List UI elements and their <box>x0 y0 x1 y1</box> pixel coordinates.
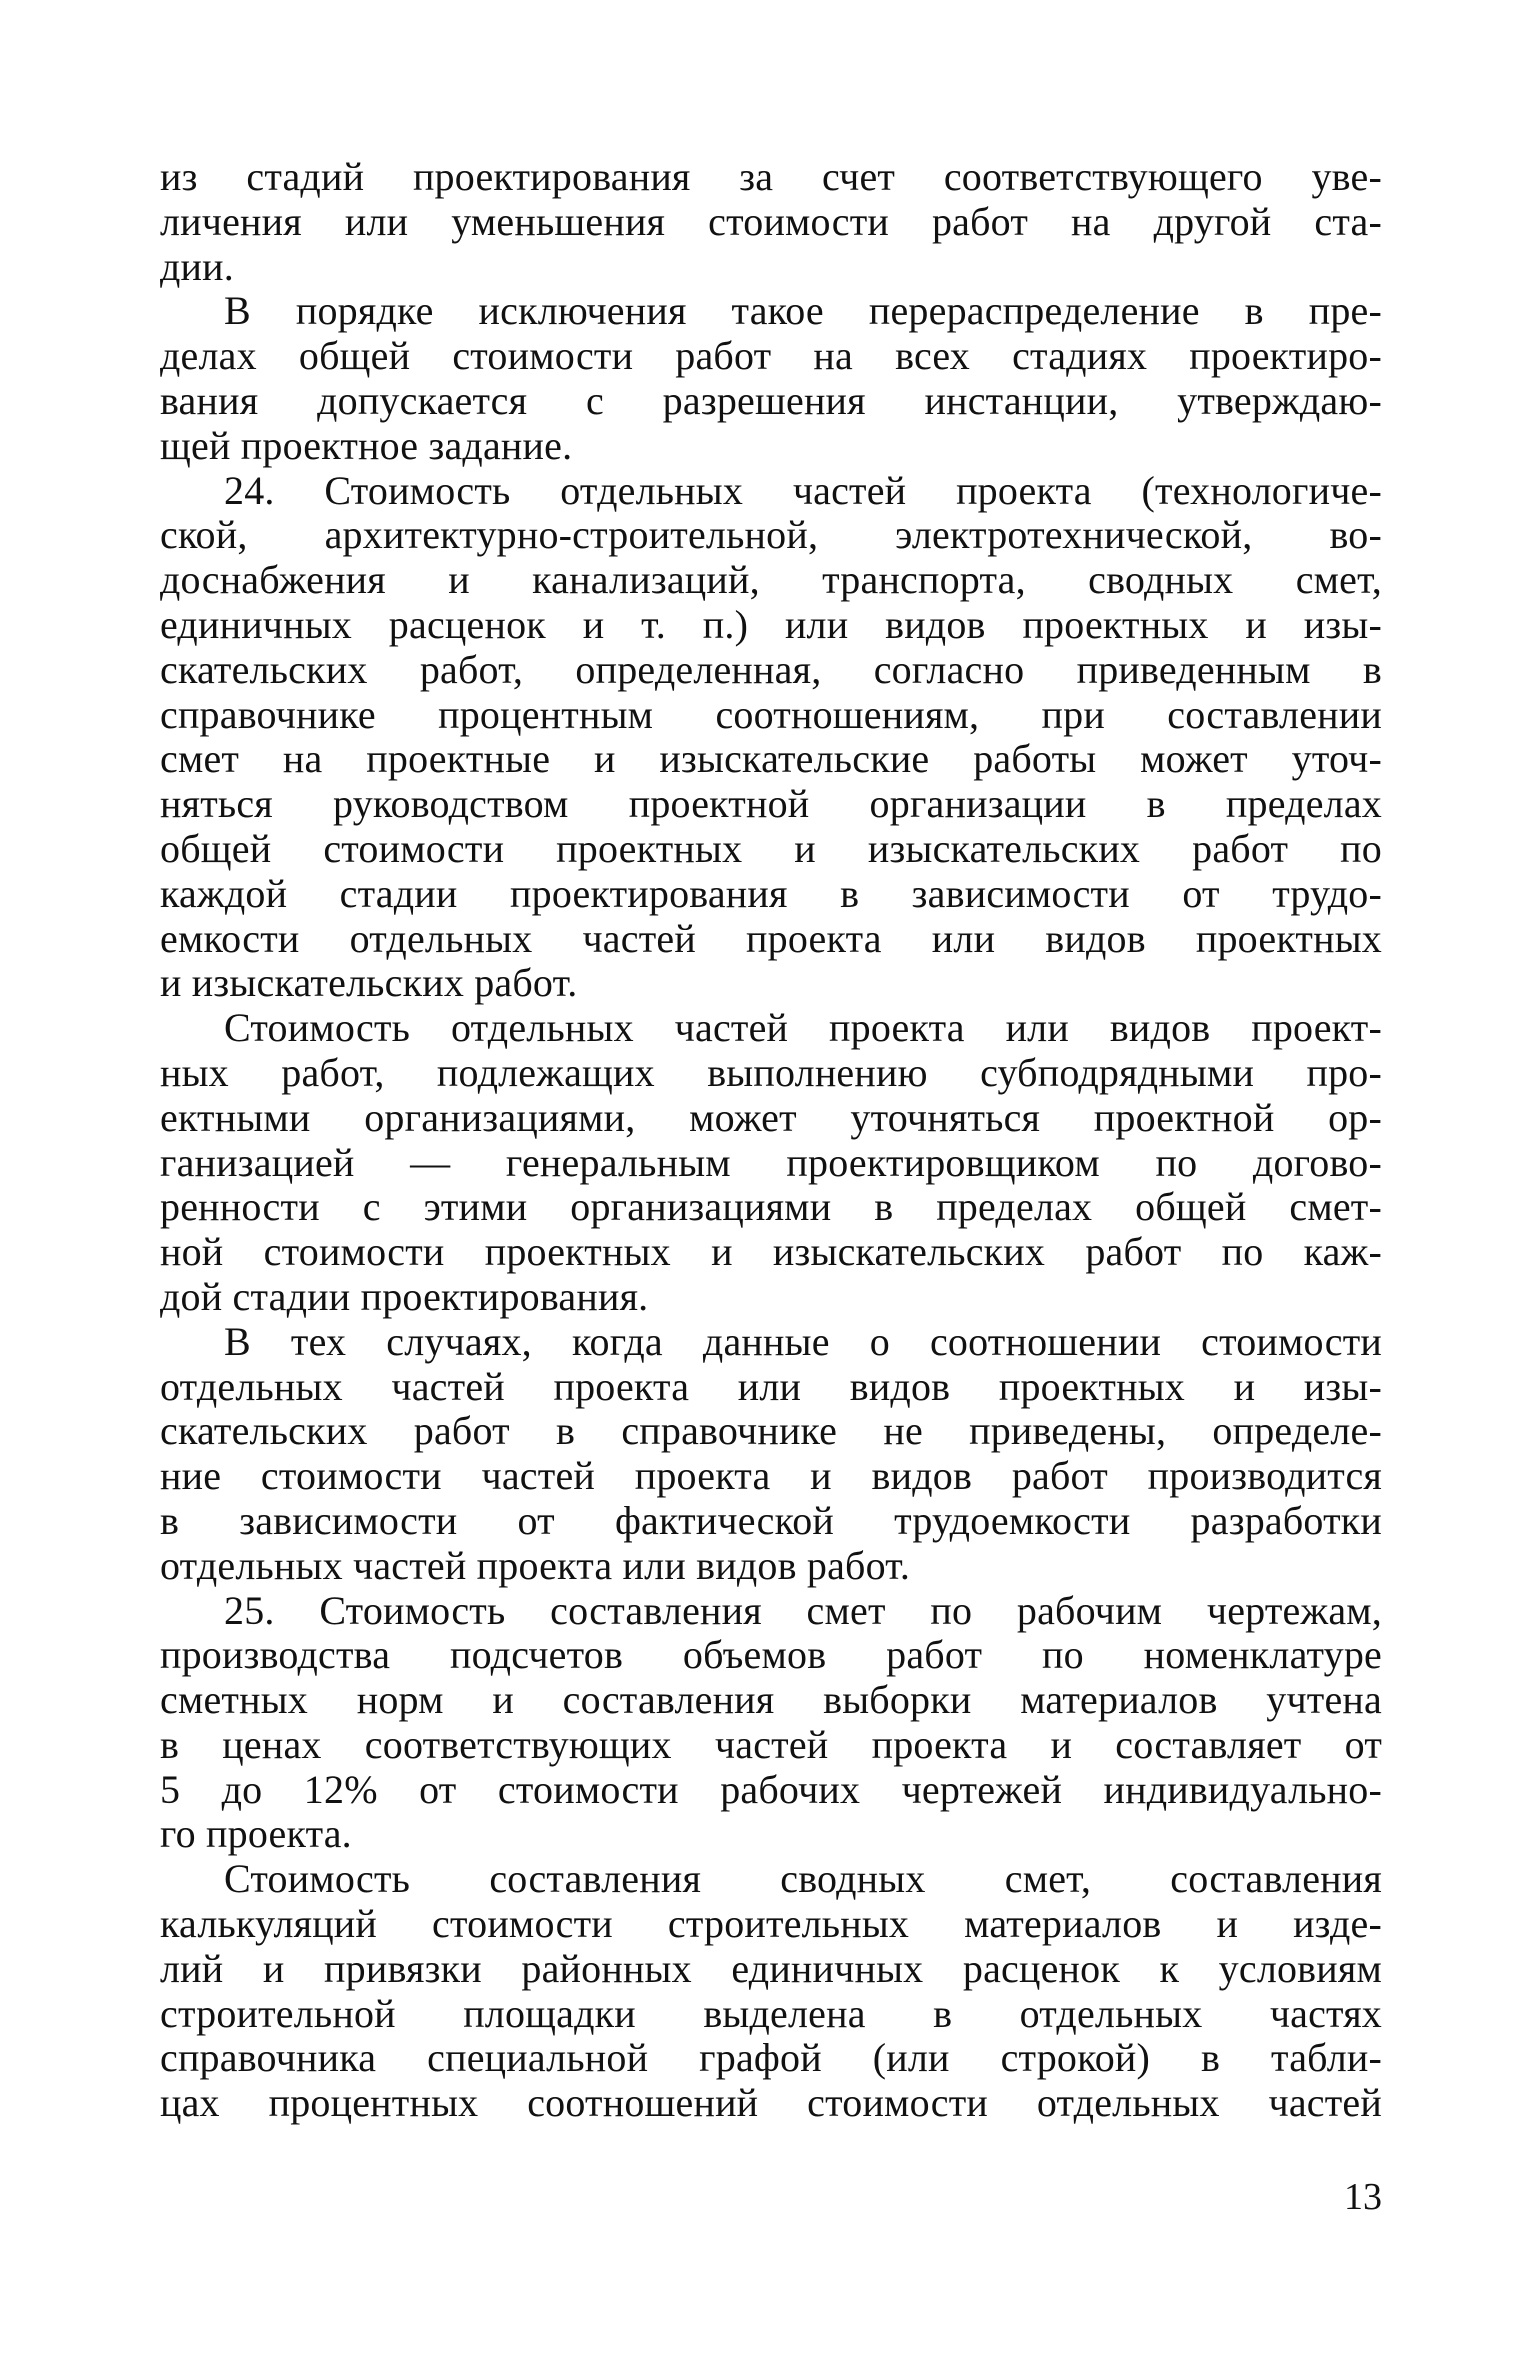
paragraph <box>160 1857 1382 2126</box>
paragraph <box>160 1006 1382 1320</box>
text-line: калькуляций стоимости строительных материалов и изде- <box>160 1901 1382 1947</box>
text-line: В порядке исключения такое перераспределение в пре- <box>224 288 1382 334</box>
paragraph-item-24 <box>160 469 1382 1007</box>
text-line: личения или уменьшения стоимости работ на другой ста- <box>160 198 1382 244</box>
text-line: 24. Стоимость отдельных частей проекта (технологиче- <box>224 467 1382 513</box>
text-line: ние стоимости частей проекта и видов работ производится <box>160 1453 1382 1499</box>
text-line: в ценах соответствующих частей проекта и составляет от <box>160 1721 1382 1767</box>
text-line: ной стоимости проектных и изыскательских работ по каж- <box>160 1229 1382 1275</box>
text-line: справочнике процентным соотношениям, при составлении <box>160 691 1382 737</box>
text-line: строительной площадки выделена в отдельных частях <box>160 1990 1382 2036</box>
text-line: производства подсчетов объемов работ по номенклатуре <box>160 1632 1382 1678</box>
text-line: Стоимость составления сводных смет, составления <box>224 1856 1382 1902</box>
text-line: емкости отдельных частей проекта или видов проектных <box>160 915 1382 961</box>
text-line: дии. <box>160 243 234 289</box>
text-line: Стоимость отдельных частей проекта или видов проект- <box>224 1005 1382 1051</box>
text-line: ектными организациями, может уточняться проектной ор- <box>160 1094 1382 1140</box>
text-line: го проекта. <box>160 1811 352 1857</box>
text-line: цах процентных соотношений стоимости отдельных частей <box>160 2080 1382 2126</box>
paragraph <box>160 289 1382 468</box>
text-line: в зависимости от фактической трудоемкости разработки <box>160 1497 1382 1543</box>
text-line: ных работ, подлежащих выполнению субподрядными про- <box>160 1049 1382 1095</box>
paragraph-continuation <box>160 155 1382 289</box>
text-line: доснабжения и канализаций, транспорта, сводных смет, <box>160 557 1382 603</box>
text-line: дой стадии проектирования. <box>160 1273 649 1319</box>
text-line: справочника специальной графой (или строкой) в табли- <box>160 2035 1382 2081</box>
text-line: няться руководством проектной организации в пределах <box>160 781 1382 827</box>
page-body <box>160 155 1382 2126</box>
text-line: каждой стадии проектирования в зависимости от трудо- <box>160 870 1382 916</box>
text-line: В тех случаях, когда данные о соотношении стоимости <box>224 1318 1382 1364</box>
page-number: 13 <box>1344 2176 1382 2218</box>
text-line: и изыскательских работ. <box>160 960 578 1006</box>
paragraph <box>160 1320 1382 1589</box>
text-line: скательских работ, определенная, согласно приведенным в <box>160 646 1382 692</box>
text-line: единичных расценок и т. п.) или видов проектных и изы- <box>160 601 1382 647</box>
text-line: общей стоимости проектных и изыскательских работ по <box>160 825 1382 871</box>
text-line: смет на проектные и изыскательские работы может уточ- <box>160 736 1382 782</box>
text-line: скательских работ в справочнике не приведены, определе- <box>160 1408 1382 1454</box>
text-line: ской, архитектурно-строительной, электротехнической, во- <box>160 512 1382 558</box>
text-line: лий и привязки районных единичных расценок к условиям <box>160 1945 1382 1991</box>
text-line: отдельных частей проекта или видов работ. <box>160 1542 911 1588</box>
text-line: отдельных частей проекта или видов проектных и изы- <box>160 1363 1382 1409</box>
text-line: 5 до 12% от стоимости рабочих чертежей индивидуально- <box>160 1766 1382 1812</box>
text-line: щей проектное задание. <box>160 422 573 468</box>
text-line: 25. Стоимость составления смет по рабочим чертежам, <box>224 1587 1382 1633</box>
text-line: сметных норм и составления выборки материалов учтена <box>160 1677 1382 1723</box>
text-line: вания допускается с разрешения инстанции, утверждаю- <box>160 377 1382 423</box>
text-line: ренности с этими организациями в пределах общей смет- <box>160 1184 1382 1230</box>
text-line: делах общей стоимости работ на всех стадиях проектиро- <box>160 333 1382 379</box>
text-line: из стадий проектирования за счет соответствующего уве- <box>160 154 1382 199</box>
text-line: ганизацией — генеральным проектировщиком по догово- <box>160 1139 1382 1185</box>
paragraph-item-25 <box>160 1589 1382 1858</box>
